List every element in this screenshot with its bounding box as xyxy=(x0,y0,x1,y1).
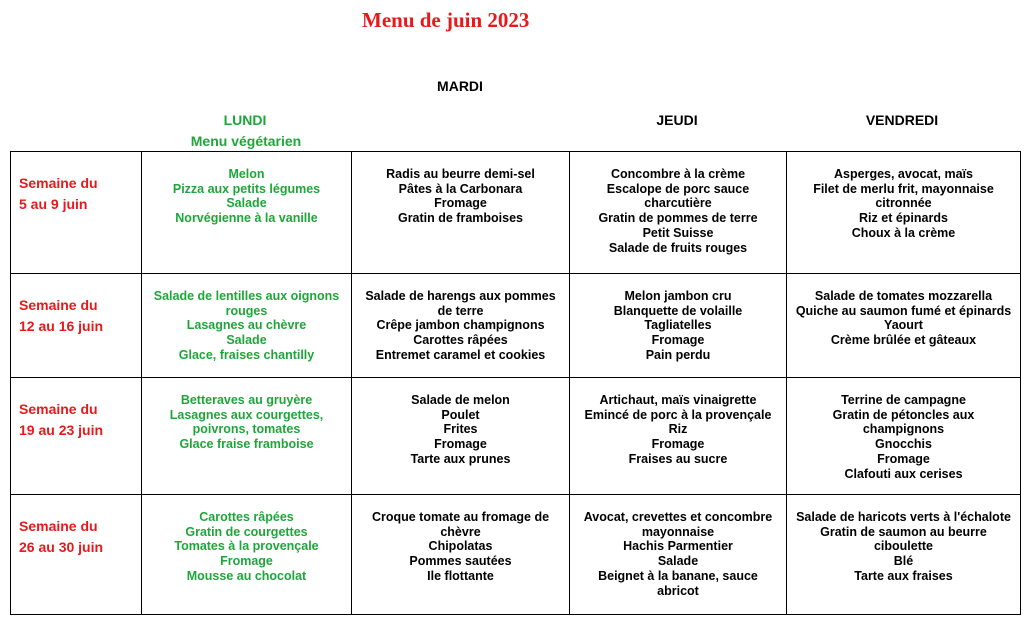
menu-cell-jeudi xyxy=(570,378,787,495)
dish: Pâtes à la Carbonara xyxy=(398,181,523,196)
day-header-lundi: LUNDI xyxy=(223,112,267,128)
table-row xyxy=(11,274,1021,378)
menu-table-body xyxy=(11,152,1021,615)
dish: Fromage xyxy=(434,437,487,452)
dish: Lasagnes au chèvre xyxy=(186,318,307,333)
dish: Petit Suisse xyxy=(642,225,714,240)
menu-cell-lundi xyxy=(142,495,352,615)
week-label-dates: 26 au 30 juin xyxy=(19,539,104,555)
dish: Emincé de porc à la provençale xyxy=(584,407,772,422)
page-title: Menu de juin 2023 xyxy=(362,8,530,32)
dish: Pain perdu xyxy=(645,347,711,362)
dish: Chipolatas xyxy=(428,539,493,554)
week-label-dates: 5 au 9 juin xyxy=(19,196,88,212)
dish: Ile flottante xyxy=(427,568,494,583)
dish: Crêpe jambon champignons xyxy=(376,318,545,333)
week-label-line1: Semaine du xyxy=(19,401,98,417)
menu-cell-mardi xyxy=(352,152,570,274)
dish: Fromage xyxy=(434,196,487,211)
dish: Avocat, crevettes et concombre xyxy=(583,510,773,524)
dish: Frites xyxy=(443,422,478,437)
dish: Riz xyxy=(668,422,688,437)
dish: Melon xyxy=(228,167,265,181)
dish: Blé xyxy=(893,554,914,569)
day-header-vendredi: VENDREDI xyxy=(865,112,939,128)
dish: Asperges, avocat, maïs xyxy=(834,167,973,181)
dish: Fromage xyxy=(651,437,705,452)
dish: Betteraves au gruyère xyxy=(180,393,313,407)
menu-cell-lundi xyxy=(142,378,352,495)
dish: Tarte aux fraises xyxy=(854,568,953,583)
dish: Yaourt xyxy=(884,318,923,333)
menu-cell-vendredi xyxy=(787,378,1021,495)
dish: de terre xyxy=(437,303,484,318)
menu-table xyxy=(10,151,1021,615)
dish: Hachis Parmentier xyxy=(623,539,733,554)
menu-cell-lundi xyxy=(142,274,352,378)
table-row xyxy=(11,152,1021,274)
dish: poivrons, tomates xyxy=(192,422,301,437)
dish: Filet de merlu frit, mayonnaise xyxy=(813,181,994,196)
week-label-dates: 12 au 16 juin xyxy=(19,318,104,334)
dish: Pommes sautées xyxy=(409,554,512,569)
dish: Beignet à la banane, sauce xyxy=(598,568,758,583)
dish: Carottes râpées xyxy=(413,333,508,348)
dish: Blanquette de volaille xyxy=(613,303,743,318)
menu-cell-jeudi xyxy=(570,495,787,615)
dish: Fromage xyxy=(220,554,273,569)
menu-cell-mardi xyxy=(352,495,570,615)
dish: Salade de fruits rouges xyxy=(608,240,748,255)
week-label-cell xyxy=(11,495,142,615)
day-subheader-lundi-vegetarian: Menu végétarien xyxy=(190,133,302,149)
dish: Salade de haricots verts à l'échalote xyxy=(796,510,1011,524)
dish: Salade de lentilles aux oignons xyxy=(153,289,340,303)
dish: Crème brûlée et gâteaux xyxy=(830,333,977,348)
dish: Tagliatelles xyxy=(644,318,712,333)
dish: Salade xyxy=(657,554,699,569)
dish: ciboulette xyxy=(873,539,934,554)
dish: Gratin de courgettes xyxy=(185,524,308,539)
dish: Melon jambon cru xyxy=(624,289,732,303)
dish: Salade xyxy=(226,196,267,211)
dish: Glace fraise framboise xyxy=(179,437,314,452)
dish: Riz et épinards xyxy=(859,211,948,226)
dish: Salade xyxy=(226,333,267,348)
dish: Mousse au chocolat xyxy=(186,568,307,583)
day-header-mardi: MARDI xyxy=(437,78,483,94)
dish: Poulet xyxy=(441,407,480,422)
dish: Carottes râpées xyxy=(199,510,294,524)
dish: charcutière xyxy=(644,196,712,211)
week-label-line1: Semaine du xyxy=(19,297,98,313)
week-label-line1: Semaine du xyxy=(19,175,98,191)
dish: Entremet caramel et cookies xyxy=(375,347,546,362)
dish: Fraises au sucre xyxy=(628,451,728,466)
dish: mayonnaise xyxy=(641,524,715,539)
dish: Concombre à la crème xyxy=(610,167,746,181)
week-label-cell xyxy=(11,152,142,274)
dish: Gratin de pommes de terre xyxy=(598,211,758,226)
menu-cell-vendredi xyxy=(787,152,1021,274)
day-header-jeudi: JEUDI xyxy=(656,112,698,128)
dish: rouges xyxy=(225,303,268,318)
menu-cell-vendredi xyxy=(787,495,1021,615)
menu-cell-jeudi xyxy=(570,274,787,378)
dish: champignons xyxy=(862,422,945,437)
dish: Salade de harengs aux pommes xyxy=(365,289,556,303)
dish: Quiche au saumon fumé et épinards xyxy=(795,303,1012,318)
dish: Gnocchis xyxy=(875,437,932,452)
dish: Choux à la crème xyxy=(851,225,956,240)
dish: Lasagnes aux courgettes, xyxy=(169,407,324,422)
table-row xyxy=(11,495,1021,615)
dish: Fromage xyxy=(651,333,705,348)
dish: Gratin de framboises xyxy=(397,211,524,226)
dish: Glace, fraises chantilly xyxy=(178,347,315,362)
dish: Escalope de porc sauce xyxy=(606,181,750,196)
dish: citronnée xyxy=(875,196,932,211)
week-label-dates: 19 au 23 juin xyxy=(19,422,104,438)
dish: abricot xyxy=(657,583,699,598)
dish: chèvre xyxy=(440,524,481,539)
dish: Salade de melon xyxy=(411,393,510,407)
dish: Norvégienne à la vanille xyxy=(175,211,318,226)
dish: Tarte aux prunes xyxy=(410,451,511,466)
week-label-cell xyxy=(11,378,142,495)
dish: Gratin de pétoncles aux xyxy=(832,407,975,422)
menu-cell-mardi xyxy=(352,274,570,378)
menu-cell-jeudi xyxy=(570,152,787,274)
dish: Radis au beurre demi-sel xyxy=(386,167,535,181)
week-label-line1: Semaine du xyxy=(19,518,98,534)
dish: Terrine de campagne xyxy=(841,393,966,407)
menu-cell-vendredi xyxy=(787,274,1021,378)
dish: Tomates à la provençale xyxy=(174,539,319,554)
dish: Gratin de saumon au beurre xyxy=(820,524,987,539)
menu-cell-lundi xyxy=(142,152,352,274)
dish: Clafouti aux cerises xyxy=(844,466,963,481)
dish: Fromage xyxy=(877,451,930,466)
menu-cell-mardi xyxy=(352,378,570,495)
dish: Croque tomate au fromage de xyxy=(371,510,550,524)
dish: Pizza aux petits légumes xyxy=(172,181,321,196)
dish: Artichaut, maïs vinaigrette xyxy=(599,393,757,407)
dish: Salade de tomates mozzarella xyxy=(814,289,993,303)
table-row xyxy=(11,378,1021,495)
week-label-cell xyxy=(11,274,142,378)
